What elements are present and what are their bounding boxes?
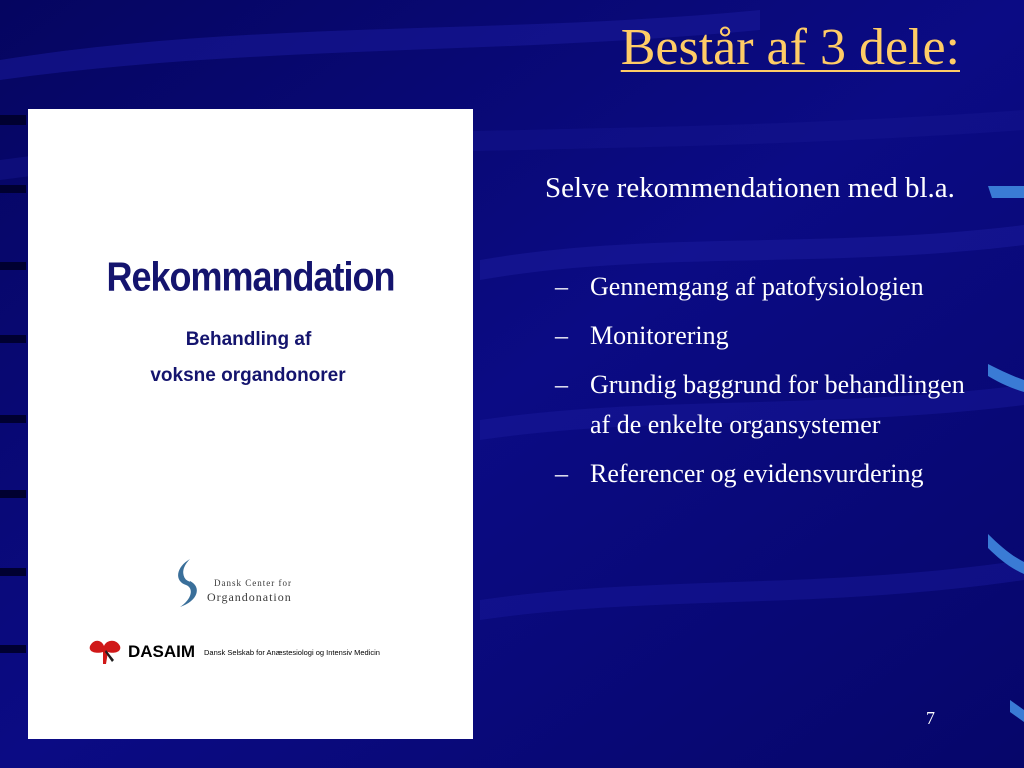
cover-title: Rekommandation	[106, 253, 395, 300]
bullet-text: Referencer og evidensvurdering	[590, 459, 924, 488]
list-item	[555, 267, 985, 307]
dansk-center-organdonation-logo-icon	[168, 557, 204, 609]
dash-marker: –	[555, 459, 568, 488]
intro-text: Selve rekommendationen med bl.a.	[545, 172, 955, 204]
document-cover-image	[28, 109, 473, 739]
dasaim-logo-icon	[86, 636, 128, 668]
bullet-text: Gennemgang af patofysiologien	[590, 272, 924, 301]
dash-marker: –	[555, 370, 568, 399]
dasaim-name: DASAIM	[128, 642, 196, 661]
bullet-list	[555, 267, 985, 494]
dco-name-line1: Dansk Center for	[214, 578, 292, 588]
list-item	[555, 454, 985, 494]
list-item	[555, 365, 985, 445]
page-number: 7	[926, 708, 935, 728]
dash-marker: –	[555, 321, 568, 350]
bullet-text: Monitorering	[590, 321, 729, 350]
cover-subtitle-line1: Behandling af	[185, 329, 312, 350]
bullet-text: Grundig baggrund for behandlingen af de enkelte organsystemer	[590, 370, 965, 439]
slide-title: Består af 3 dele:	[620, 19, 960, 76]
dasaim-description: Dansk Selskab for Anæstesiologi og Intensiv Medicin	[204, 648, 380, 657]
list-item	[555, 316, 985, 356]
cover-subtitle-line2: voksne organdonorer	[150, 365, 346, 386]
dco-name-line2: Organdonation	[207, 590, 292, 604]
content-text-block	[545, 170, 985, 503]
dash-marker: –	[555, 272, 568, 301]
